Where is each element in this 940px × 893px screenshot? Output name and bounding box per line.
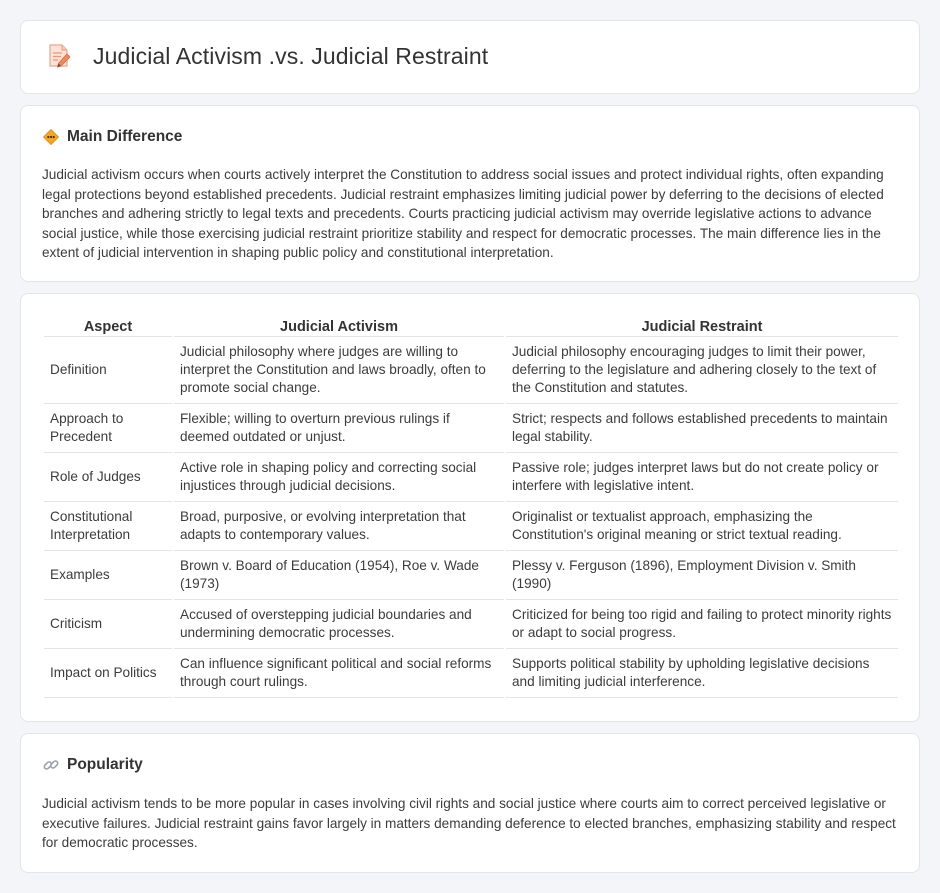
row-aspect: Examples bbox=[44, 551, 172, 600]
row-aspect: Role of Judges bbox=[44, 453, 172, 502]
popularity-text: Judicial activism tends to be more popular in cases involving civil rights and social justice where courts aim to correct perceived legislative or executive failures. Judicial restraint gains favor largely in matters demanding deference to elected branches, emphasizing stability and respect for democratic processes. bbox=[42, 796, 896, 850]
comparison-table bbox=[42, 316, 900, 698]
row-restraint: Passive role; judges interpret laws but do not create policy or interfere with legislative intent. bbox=[506, 453, 898, 502]
row-activism: Judicial philosophy where judges are willing to interpret the Constitution and laws broadly, often to promote social change. bbox=[174, 337, 504, 404]
row-restraint: Strict; respects and follows established precedents to maintain legal stability. bbox=[506, 404, 898, 453]
main-difference-text: Judicial activism occurs when courts actively interpret the Constitution to address social issues and protect individual rights, often expanding legal protections beyond established precedents. Judicial restraint emphasizes limiting judicial power by deferring to the decisions of elected branches and adhering strictly to legal texts and precedents. Courts practicing judicial activism may override legislative actions to advance social justice, while those exercising judicial restraint prioritize stability and respect for democratic processes. The main difference lies in the extent of judicial intervention in shaping public policy and constitutional interpretation. bbox=[42, 167, 884, 260]
row-restraint: Plessy v. Ferguson (1896), Employment Division v. Smith (1990) bbox=[506, 551, 898, 600]
row-aspect: Constitutional Interpretation bbox=[44, 502, 172, 551]
row-activism: Active role in shaping policy and correcting social injustices through judicial decisions. bbox=[174, 453, 504, 502]
row-restraint: Criticized for being too rigid and failing to protect minority rights or adapt to social progress. bbox=[506, 600, 898, 649]
row-restraint: Originalist or textualist approach, emphasizing the Constitution's original meaning or strict textual reading. bbox=[506, 502, 898, 551]
table-row bbox=[44, 404, 898, 453]
table-row bbox=[44, 551, 898, 600]
main-difference-card bbox=[20, 105, 920, 282]
popularity-title: Popularity bbox=[67, 756, 143, 773]
row-activism: Broad, purposive, or evolving interpretation that adapts to contemporary values. bbox=[174, 502, 504, 551]
main-difference-header bbox=[42, 128, 182, 146]
header-aspect: Aspect bbox=[44, 316, 172, 337]
table-row bbox=[44, 337, 898, 404]
comparison-card bbox=[20, 293, 920, 722]
row-restraint: Judicial philosophy encouraging judges to limit their power, deferring to the legislature and adhering closely to the text of the Constitution and statutes. bbox=[506, 337, 898, 404]
main-difference-title: Main Difference bbox=[67, 128, 183, 145]
table-row bbox=[44, 600, 898, 649]
header-restraint: Judicial Restraint bbox=[506, 316, 898, 337]
row-aspect: Approach to Precedent bbox=[44, 404, 172, 453]
row-activism: Can influence significant political and social reforms through court rulings. bbox=[174, 649, 504, 698]
diamond-warning-icon bbox=[42, 128, 60, 146]
row-activism: Accused of overstepping judicial boundaries and undermining democratic processes. bbox=[174, 600, 504, 649]
table-header-row bbox=[44, 316, 898, 337]
row-activism: Brown v. Board of Education (1954), Roe v. Wade (1973) bbox=[174, 551, 504, 600]
row-activism: Flexible; willing to overturn previous rulings if deemed outdated or unjust. bbox=[174, 404, 504, 453]
row-aspect: Impact on Politics bbox=[44, 649, 172, 698]
row-aspect: Criticism bbox=[44, 600, 172, 649]
table-row bbox=[44, 453, 898, 502]
row-restraint: Supports political stability by upholding legislative decisions and limiting judicial interference. bbox=[506, 649, 898, 698]
header-activism: Judicial Activism bbox=[174, 316, 504, 337]
table-row bbox=[44, 649, 898, 698]
header-card bbox=[20, 20, 920, 94]
table-row bbox=[44, 502, 898, 551]
document-pencil-icon bbox=[47, 41, 73, 71]
title-row bbox=[47, 41, 488, 71]
link-icon bbox=[42, 756, 60, 774]
page-title: Judicial Activism .vs. Judicial Restraint bbox=[93, 42, 489, 69]
row-aspect: Definition bbox=[44, 337, 172, 404]
popularity-header bbox=[42, 756, 143, 774]
popularity-card bbox=[20, 733, 920, 873]
